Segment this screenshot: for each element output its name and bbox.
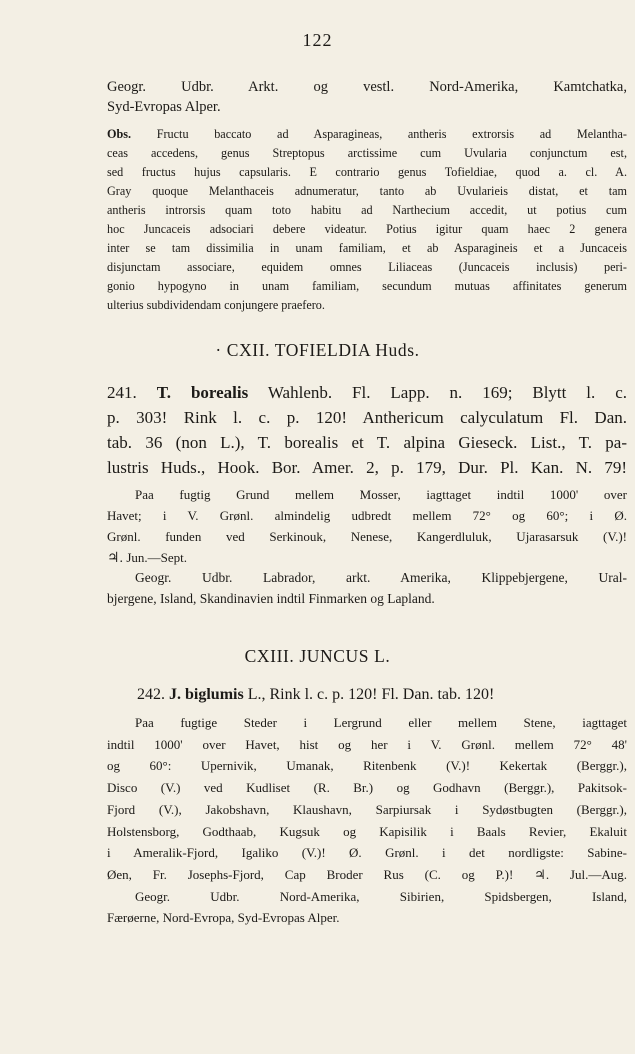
perennial-symbol: ♃. — [107, 551, 124, 566]
text-line: Færøerne, Nord-Evropa, Syd-Evropas Alper. — [107, 910, 340, 926]
text-line: Fjord (V.), Jakobshavn, Klaushavn, Sarpiursak i Sydøstbugten (Berggr.), — [107, 801, 627, 817]
geography-block-1 — [107, 77, 627, 117]
text-line: Geogr. Udbr. Arkt. og vestl. Nord-Amerika, Kamtchatka, — [107, 79, 627, 95]
text-line: lustris Huds., Hook. Bor. Amer. 2, p. 179, Dur. Pl. Kan. N. 79! — [107, 458, 627, 477]
habitat-description-241 — [107, 484, 627, 569]
text-line — [107, 380, 627, 405]
text-line: sed fructus hujus capsularis. E contrario genus Tofieldiae, quod a. cl. A. — [107, 165, 627, 179]
text-line — [107, 683, 627, 707]
text-span: Fructu baccato ad Asparagineas, antheris extrorsis ad Melantha- — [131, 127, 627, 141]
geography-block-241 — [107, 567, 627, 609]
text-line: Havet; i V. Grønl. almindelig udbredt mellem 72° og 60°; i Ø. — [107, 508, 627, 523]
text-line: og 60°: Upernivik, Umanak, Ritenbenk (V.)! Kekertak (Berggr.), — [107, 758, 627, 774]
entry-number: 242. — [137, 686, 165, 703]
species-name: J. biglumis — [169, 686, 244, 703]
text-line: Disco (V.) ved Kudliset (R. Br.) og Godhavn (Berggr.), Pakitsok- — [107, 780, 627, 796]
text-line: Geogr. Udbr. Labrador, arkt. Amerika, Klippebjergene, Ural- — [135, 570, 627, 585]
text-line: bjergene, Island, Skandinavien indtil Finmarken og Lapland. — [107, 591, 435, 606]
text-line: Syd-Evropas Alper. — [107, 99, 221, 115]
text-line: disjunctam associare, equidem omnes Liliaceas (Juncaceis inclusis) peri- — [107, 260, 627, 274]
page-number: 122 — [302, 30, 333, 50]
text-line: antheris introrsis quam toto habitu ad Narthecium accedit, ut potius cum — [107, 203, 627, 217]
species-entry-241 — [107, 380, 627, 480]
text-line — [107, 125, 627, 144]
genus-heading-juncus: CXIII. JUNCUS L. — [244, 646, 391, 666]
text-line: ulterius subdividendam conjungere praefero. — [107, 298, 325, 312]
text-span: Wahlenb. Fl. Lapp. n. 169; Blytt l. c. — [248, 383, 627, 402]
obs-label: Obs. — [107, 127, 132, 141]
text-line: Holstensborg, Godthaab, Kugsuk og Kapisilik i Baals Revier, Ekaluit — [107, 823, 627, 839]
entry-number: 241. — [107, 383, 137, 402]
text-line: Grønl. funden ved Serkinouk, Nenese, Kangerdluluk, Ujarasarsuk (V.)! — [107, 529, 627, 544]
text-line: tab. 36 (non L.), T. borealis et T. alpina Gieseck. List., T. pa- — [107, 433, 627, 452]
text-span: L., Rink l. c. p. 120! Fl. Dan. tab. 120! — [243, 686, 495, 703]
species-name: T. borealis — [156, 383, 249, 402]
obs-note-block — [107, 125, 627, 315]
text-line: ceas accedens, genus Streptopus arctissime cum Uvularia conjunctum est, — [107, 146, 627, 160]
text-line: hoc Juncaceis adsociari debere videatur. Potius igitur quam haec 2 genera — [107, 222, 627, 236]
text-line: inter se tam dissimilia in unam familiam, et ab Asparagineis et a Juncaceis — [107, 241, 627, 255]
species-entry-242 — [107, 683, 627, 707]
text-line: indtil 1000' over Havet, hist og her i V. Grønl. mellem 72° 48' — [107, 736, 627, 752]
text-line — [107, 547, 627, 569]
text-line: Øen, Fr. Josephs-Fjord, Cap Broder Rus (C. og P.)! ♃. Jul.—Aug. — [107, 866, 627, 882]
text-line: Geogr. Udbr. Nord-Amerika, Sibirien, Spidsbergen, Island, — [135, 888, 627, 904]
flowering-period: Jun.—Sept. — [123, 550, 187, 565]
text-line: Paa fugtig Grund mellem Mosser, iagttaget indtil 1000' over — [135, 487, 627, 502]
text-line: p. 303! Rink l. c. p. 120! Anthericum calyculatum Fl. Dan. — [107, 408, 627, 427]
text-line: Gray quoque Melanthaceis adnumeratur, tanto ab Uvularieis distat, et tam — [107, 184, 627, 198]
habitat-description-242 — [107, 712, 627, 929]
genus-heading-tofieldia: · CXII. TOFIELDIA Huds. — [215, 340, 420, 360]
text-line: Paa fugtige Steder i Lergrund eller mellem Stene, iagttaget — [135, 715, 627, 730]
text-line: i Ameralik-Fjord, Igaliko (V.)! Ø. Grønl. i det nordligste: Sabine- — [107, 845, 627, 861]
text-line: gonio hypogyno in unam familiam, secundum mutuas affinitates generum — [107, 279, 627, 293]
